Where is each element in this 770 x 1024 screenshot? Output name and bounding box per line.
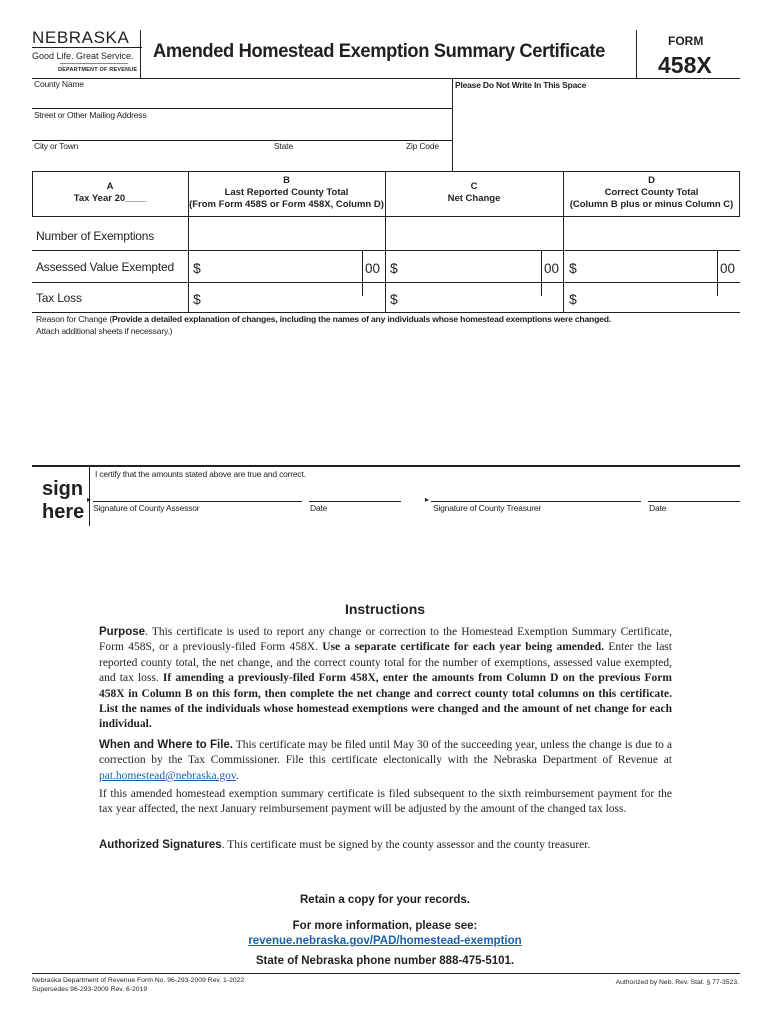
table-top-rule [32,171,740,172]
taxloss-c-border [385,282,386,312]
purpose-title: Purpose [99,626,146,638]
form-title: Amended Homestead Exemption Summary Certificate [153,40,605,62]
city-label: City or Town [34,141,79,151]
assessed-d-cents: 00 [720,261,736,276]
assessed-b-cents: 00 [365,261,381,276]
assessed-d-cents-divider [717,250,718,282]
table-header-rule [32,216,740,217]
assessed-c-border [385,250,386,282]
taxloss-c-dollar[interactable]: $ [390,291,398,307]
logo-name: NEBRASKA [32,28,130,47]
logo-dept: DEPARTMENT OF REVENUE [58,67,138,73]
assessed-c-cents-divider [541,250,542,282]
if-paragraph: If this amended homestead exemption summary certificate is filed subsequent to the sixth reimbursement payment for the tax year affected, the next January reimbursement payment will be adjusted by the amount of the changed tax loss. [99,788,672,816]
col-b-header: B Last Reported County Total (From Form 458S or Form 458X, Column D) [189,175,384,210]
reason-textarea[interactable] [34,340,738,462]
footer-supersedes: Supersedes 96-293-2009 Rev. 6-2019 [32,986,148,993]
taxloss-b-tick [362,282,363,296]
row-label-exemptions: Number of Exemptions [36,229,155,243]
assessed-b-border [188,250,189,282]
treasurer-date-line[interactable] [648,501,740,502]
treasurer-arrow-icon: ▸ [425,495,430,504]
sign-section-rule [32,465,740,467]
assessed-d-border [563,250,564,282]
logo-separator [140,30,141,78]
do-not-write-label: Please Do Not Write In This Space [455,80,587,90]
assessed-c-dollar[interactable]: $ [390,260,398,276]
assessed-b-dollar[interactable]: $ [193,260,201,276]
row-rule-3 [32,312,740,313]
assessor-arrow-icon: ▸ [87,495,92,504]
row-rule-1 [32,250,740,251]
taxloss-b-border [188,282,189,312]
taxloss-c-tick [541,282,542,296]
auth-title: Authorized Signatures [99,839,222,851]
state-label: State [274,141,293,151]
taxloss-d-tick [717,282,718,296]
treasurer-label: Signature of County Treasurer [433,503,542,513]
county-name-label: County Name [34,79,84,89]
row-label-assessed: Assessed Value Exempted [36,260,174,274]
row-label-tax-loss: Tax Loss [36,291,82,305]
footer-form-no: Nebraska Department of Revenue Form No. 96-293-2009 Rev. 1-2022 [32,977,245,984]
address-rule-1 [32,108,452,109]
assessor-date-line[interactable] [309,501,401,502]
col-c-header: C Net Change [447,181,501,204]
assessed-d-dollar[interactable]: $ [569,260,577,276]
more-info-text: For more information, please see: [292,920,478,932]
col-a-header: A Tax Year 20____ [73,181,147,204]
taxloss-d-border [563,282,564,312]
form-number: 458X [658,52,712,78]
footer-authorized: Authorized by Neb. Rev. Stat. § 77-3523. [615,979,739,986]
zip-label: Zip Code [406,141,439,151]
retain-text: Retain a copy for your records. [300,894,470,906]
email-link[interactable]: pat.homestead@nebraska.gov [99,769,236,782]
phone-text: State of Nebraska phone number 888-475-5101. [255,955,515,967]
instructions-heading: Instructions [344,601,426,617]
assessor-label: Signature of County Assessor [93,503,200,513]
when-title: When and Where to File. [99,739,233,751]
street-label: Street or Other Mailing Address [34,110,147,120]
exemptions-b-field[interactable] [188,216,189,250]
header-rule [32,78,740,79]
certify-text: I certify that the amounts stated above are true and correct. [95,469,306,479]
treasurer-signature-line[interactable] [431,501,641,502]
office-use-border [452,78,453,171]
logo-rule [60,63,128,64]
assessor-signature-line[interactable] [93,501,302,502]
form-word: FORM [668,34,704,48]
assessor-date-label: Date [310,503,328,513]
here-word: here [42,501,85,523]
sign-word: sign [42,478,84,500]
address-rule-2 [32,140,452,141]
exemptions-c-field[interactable] [385,216,386,250]
assessed-c-cents: 00 [544,261,560,276]
treasurer-date-label: Date [649,503,667,513]
row-rule-2 [32,282,740,283]
revenue-link[interactable]: revenue.nebraska.gov/PAD/homestead-exemption [248,935,522,947]
col-d-header: D Correct County Total (Column B plus or minus Column C) [569,175,734,210]
reason-line2: Attach additional sheets if necessary.) [36,326,173,336]
reason-label: Reason for Change (Provide a detailed explanation of changes, including the names of any individuals whose homestead exemptions were changed. [36,314,611,324]
logo-divider [32,47,142,48]
logo-tagline: Good Life. Great Service. [32,51,134,61]
exemptions-d-field[interactable] [563,216,564,250]
assessed-b-cents-divider [362,250,363,282]
when-paragraph: When and Where to File. This certificate may be filed until May 30 of the succeeding year, unless the change is due to a correction by the Tax Commissioner. File this certificate electonically with the Nebraska Department of Revenue at pat.homestead@nebraska.gov. [99,739,673,782]
title-separator [636,30,637,78]
taxloss-d-dollar[interactable]: $ [569,291,577,307]
auth-paragraph: Authorized Signatures. This certificate must be signed by the county assessor and the county treasurer. [99,839,591,851]
purpose-paragraph: Purpose. This certificate is used to report any change or correction to the Homestead Exemption Summary Certificate, Form 458S, or a previously-filed Form 458X. Use a separate certificate for each year being amended. Enter the last reported county total, the net change, and the correct county total for the number of exemptions, assessed value exempted, and tax loss. If amending a previously-filed Form 458X, enter the amounts from Column D on the previous Form 458X in Column B on this form, then complete the net change and correct county total columns on this certificate. List the names of the individuals whose homestead exemptions were changed and the amount of net change for each individual. [99,626,672,731]
taxloss-b-dollar[interactable]: $ [193,291,201,307]
footer-rule [32,973,740,974]
